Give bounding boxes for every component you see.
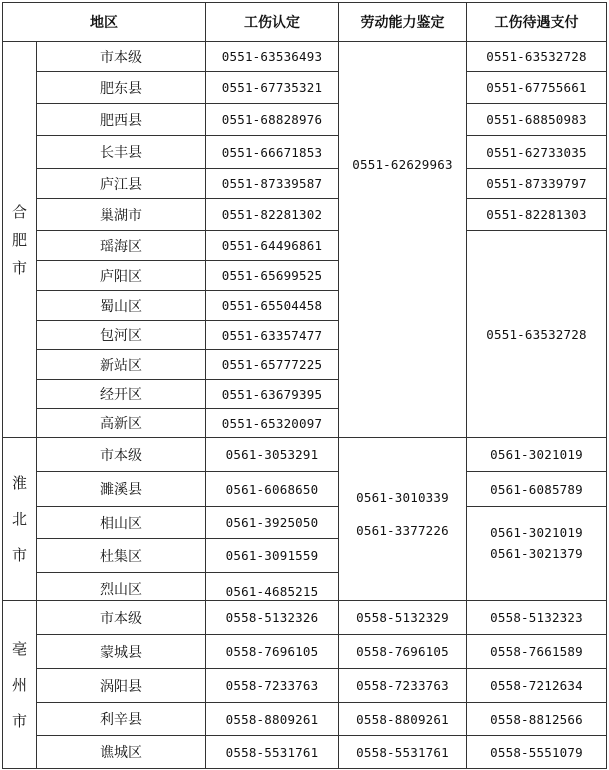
injury-phone-cell: 0551-67735321 (206, 72, 339, 104)
district-cell: 瑶海区 (37, 231, 206, 261)
capacity-phone-cell: 0558-8809261 (339, 703, 467, 736)
injury-phone-cell: 0561-3053291 (206, 438, 339, 472)
district-cell: 长丰县 (37, 136, 206, 169)
table-row (3, 438, 607, 472)
table-row (3, 136, 607, 169)
header-injury-determination: 工伤认定 (206, 3, 339, 42)
payment-phone-cell: 0551-87339797 (467, 169, 607, 199)
capacity-phone-cell-huaibei: 0561-3010339 0561-3377226 (339, 438, 467, 601)
table-row (3, 736, 607, 769)
table-row (3, 669, 607, 703)
payment-phone-cell: 0558-7661589 (467, 635, 607, 669)
payment-phone-cell-hefei-urban: 0551-63532728 (467, 231, 607, 438)
injury-phone-cell: 0551-63536493 (206, 42, 339, 72)
payment-phone-cell: 0558-8812566 (467, 703, 607, 736)
district-cell: 烈山区 (37, 573, 206, 601)
payment-phone-cell: 0551-82281303 (467, 199, 607, 231)
payment-phone-cell: 0558-7212634 (467, 669, 607, 703)
injury-phone-cell: 0551-65504458 (206, 291, 339, 321)
table-row (3, 231, 607, 261)
district-cell: 相山区 (37, 507, 206, 539)
injury-phone-cell: 0551-65777225 (206, 350, 339, 380)
table-row (3, 703, 607, 736)
district-cell: 新站区 (37, 350, 206, 380)
header-benefit-payment: 工伤待遇支付 (467, 3, 607, 42)
capacity-phone-cell-hefei: 0551-62629963 (339, 42, 467, 438)
district-cell: 利辛县 (37, 703, 206, 736)
district-cell: 包河区 (37, 321, 206, 350)
injury-phone-cell: 0561-6068650 (206, 472, 339, 507)
district-cell: 高新区 (37, 409, 206, 438)
payment-phone-cell: 0561-6085789 (467, 472, 607, 507)
district-cell: 杜集区 (37, 539, 206, 573)
injury-phone-cell: 0561-4685215 (206, 573, 339, 601)
capacity-phone-cell: 0558-5132329 (339, 601, 467, 635)
injury-phone-cell: 0551-63357477 (206, 321, 339, 350)
payment-phone-cell: 0558-5132323 (467, 601, 607, 635)
district-cell: 市本级 (37, 438, 206, 472)
payment-phone-cell: 0551-62733035 (467, 136, 607, 169)
district-cell: 濉溪县 (37, 472, 206, 507)
injury-phone-cell: 0551-66671853 (206, 136, 339, 169)
table-row (3, 104, 607, 136)
table-row (3, 169, 607, 199)
capacity-phone-cell: 0558-7233763 (339, 669, 467, 703)
table-row (3, 472, 607, 507)
capacity-phone-cell: 0558-5531761 (339, 736, 467, 769)
table-row (3, 72, 607, 104)
table-row (3, 601, 607, 635)
injury-phone-cell: 0551-82281302 (206, 199, 339, 231)
header-region: 地区 (3, 3, 206, 42)
payment-phone-cell: 0551-68850983 (467, 104, 607, 136)
injury-phone-cell: 0551-68828976 (206, 104, 339, 136)
header-row (3, 3, 607, 42)
district-cell: 蒙城县 (37, 635, 206, 669)
capacity-phone-cell: 0558-7696105 (339, 635, 467, 669)
district-cell: 经开区 (37, 380, 206, 409)
injury-phone-cell: 0551-87339587 (206, 169, 339, 199)
district-cell: 肥西县 (37, 104, 206, 136)
injury-phone-cell: 0551-65320097 (206, 409, 339, 438)
district-cell: 巢湖市 (37, 199, 206, 231)
contact-table (2, 2, 607, 769)
payment-phone-cell-huaibei-urban: 0561-3021019 0561-3021379 (467, 507, 607, 601)
payment-phone-cell: 0561-3021019 (467, 438, 607, 472)
district-cell: 肥东县 (37, 72, 206, 104)
district-cell: 涡阳县 (37, 669, 206, 703)
table-row (3, 42, 607, 72)
city-cell-huaibei: 淮 北 市 (3, 438, 37, 601)
district-cell: 市本级 (37, 601, 206, 635)
district-cell: 市本级 (37, 42, 206, 72)
injury-phone-cell: 0561-3925050 (206, 507, 339, 539)
injury-phone-cell: 0558-5531761 (206, 736, 339, 769)
table-row (3, 199, 607, 231)
city-cell-bozhou: 亳 州 市 (3, 601, 37, 769)
district-cell: 庐阳区 (37, 261, 206, 291)
injury-phone-cell: 0551-64496861 (206, 231, 339, 261)
payment-phone-cell: 0551-63532728 (467, 42, 607, 72)
district-cell: 谯城区 (37, 736, 206, 769)
table-row (3, 507, 607, 539)
header-capacity-assessment: 劳动能力鉴定 (339, 3, 467, 42)
district-cell: 蜀山区 (37, 291, 206, 321)
injury-phone-cell: 0558-7233763 (206, 669, 339, 703)
injury-phone-cell: 0561-3091559 (206, 539, 339, 573)
injury-phone-cell: 0558-5132326 (206, 601, 339, 635)
table-row (3, 635, 607, 669)
injury-phone-cell: 0551-63679395 (206, 380, 339, 409)
injury-phone-cell: 0551-65699525 (206, 261, 339, 291)
payment-phone-cell: 0558-5551079 (467, 736, 607, 769)
payment-phone-cell: 0551-67755661 (467, 72, 607, 104)
district-cell: 庐江县 (37, 169, 206, 199)
injury-phone-cell: 0558-7696105 (206, 635, 339, 669)
injury-phone-cell: 0558-8809261 (206, 703, 339, 736)
city-cell-hefei: 合 肥 市 (3, 42, 37, 438)
